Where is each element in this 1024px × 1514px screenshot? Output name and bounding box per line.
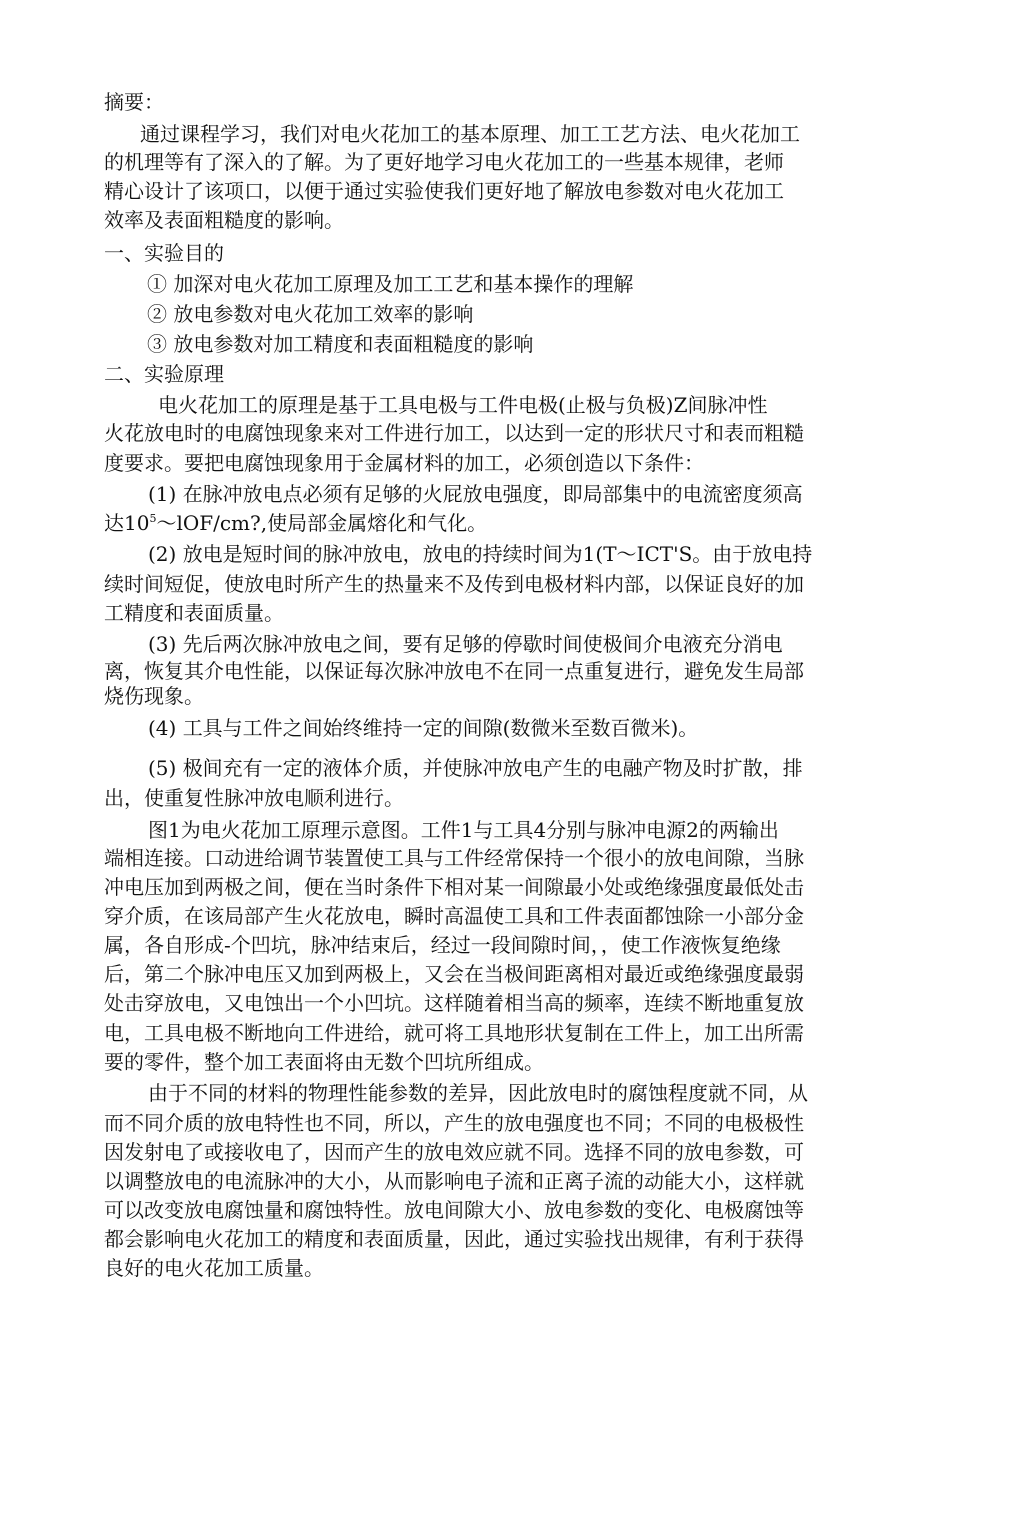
condition-1-suffix: ～lOF/cm?,使局部金属熔化和气化。 xyxy=(156,511,488,535)
condition-4-line: (4) 工具与工件之间始终维持一定的间隙(数微米至数百微米)。 xyxy=(148,716,699,740)
objective-item: ① 加深对电火花加工原理及加工工艺和基本操作的理解 xyxy=(147,272,634,296)
material-paragraph-line: 可以改变放电腐蚀量和腐蚀特性。放电间隙大小、放电参数的变化、电极腐蚀等 xyxy=(104,1198,804,1222)
material-paragraph-line: 良好的电火花加工质量。 xyxy=(104,1256,324,1280)
objective-item: ② 放电参数对电火花加工效率的影响 xyxy=(147,302,474,326)
abstract-line: 通过课程学习，我们对电火花加工的基本原理、加工工艺方法、电火花加工 xyxy=(140,122,800,146)
abstract-line: 的机理等有了深入的了解。为了更好地学习电火花加工的一些基本规律，老师 xyxy=(104,150,784,174)
abstract-heading: 摘要： xyxy=(104,90,164,114)
condition-1-exponent: 5 xyxy=(149,512,157,525)
figure-paragraph-line: 穿介质，在该局部产生火花放电，瞬时高温使工具和工件表面都蚀除一小部分金 xyxy=(104,904,804,928)
condition-1-line: (1) 在脉冲放电点必须有足够的火屁放电强度，即局部集中的电流密度须高 xyxy=(148,482,803,506)
condition-3-line: 烧伤现象。 xyxy=(104,684,204,708)
condition-1-prefix: 达10 xyxy=(104,511,150,535)
condition-3-line: (3) 先后两次脉冲放电之间，要有足够的停歇时间使极间介电液充分消电 xyxy=(148,632,783,656)
figure-paragraph-line: 电，工具电极不断地向工件进给，就可将工具地形状复制在工件上，加工出所需 xyxy=(104,1021,804,1045)
figure-paragraph-line: 要的零件，整个加工表面将由无数个凹坑所组成。 xyxy=(104,1050,544,1074)
principle-line: 电火花加工的原理是基于工具电极与工件电极(止极与负极)Z间脉冲性 xyxy=(158,393,768,417)
material-paragraph-line: 由于不同的材料的物理性能参数的差异，因此放电时的腐蚀程度就不同，从 xyxy=(148,1081,808,1105)
objective-item: ③ 放电参数对加工精度和表面粗糙度的影响 xyxy=(147,332,534,356)
principle-line: 度要求。要把电腐蚀现象用于金属材料的加工，必须创造以下条件： xyxy=(104,451,704,475)
figure-paragraph-line: 端相连接。口动进给调节装置使工具与工件经常保持一个很小的放电间隙，当脉 xyxy=(104,846,804,870)
condition-3-line: 离，恢复其介电性能，以保证每次脉冲放电不在同一点重复进行，避免发生局部 xyxy=(104,659,804,683)
condition-2-line: 续时间短促，使放电时所产生的热量来不及传到电极材料内部，以保证良好的加 xyxy=(104,572,804,596)
condition-1-line xyxy=(104,510,487,536)
condition-2-line: (2) 放电是短时间的脉冲放电，放电的持续时间为1(T～ICT'S。由于放电持 xyxy=(148,542,813,566)
principle-line: 火花放电时的电腐蚀现象来对工件进行加工，以达到一定的形状尺寸和表而粗糙 xyxy=(104,421,804,445)
figure-paragraph-line: 图1为电火花加工原理示意图。工件1与工具4分别与脉冲电源2的两输出 xyxy=(148,818,779,842)
material-paragraph-line: 以调整放电的电流脉冲的大小，从而影响电子流和正离子流的动能大小，这样就 xyxy=(104,1169,804,1193)
abstract-line: 精心设计了该项口，以便于通过实验使我们更好地了解放电参数对电火花加工 xyxy=(104,179,784,203)
figure-paragraph-line: 处击穿放电，又电蚀出一个小凹坑。这样随着相当高的频率，连续不断地重复放 xyxy=(104,991,804,1015)
figure-paragraph-line: 属，各自形成-个凹坑，脉冲结束后，经过一段间隙时间，，使工作液恢复绝缘 xyxy=(104,933,781,957)
material-paragraph-line: 因发射电了或接收电了，因而产生的放电效应就不同。选择不同的放电参数，可 xyxy=(104,1140,804,1164)
figure-paragraph-line: 后，第二个脉冲电压又加到两极上，又会在当极间距离相对最近或绝缘强度最弱 xyxy=(104,962,804,986)
section-heading-principle: 二、实验原理 xyxy=(104,362,224,386)
figure-paragraph-line: 冲电压加到两极之间，便在当时条件下相对某一间隙最小处或绝缘强度最低处击 xyxy=(104,875,804,899)
condition-2-line: 工精度和表面质量。 xyxy=(104,601,284,625)
condition-5-line: 出，使重复性脉冲放电顺利进行。 xyxy=(104,786,404,810)
material-paragraph-line: 而不同介质的放电特性也不同，所以，产生的放电强度也不同；不同的电极极性 xyxy=(104,1111,804,1135)
abstract-line: 效率及表面粗糙度的影响。 xyxy=(104,208,344,232)
condition-5-line: (5) 极间充有一定的液体介质，并使脉冲放电产生的电融产物及时扩散，排 xyxy=(148,756,803,780)
material-paragraph-line: 都会影响电火花加工的精度和表面质量，因此，通过实验找出规律，有利于获得 xyxy=(104,1227,804,1251)
section-heading-objectives: 一、实验目的 xyxy=(104,241,224,265)
